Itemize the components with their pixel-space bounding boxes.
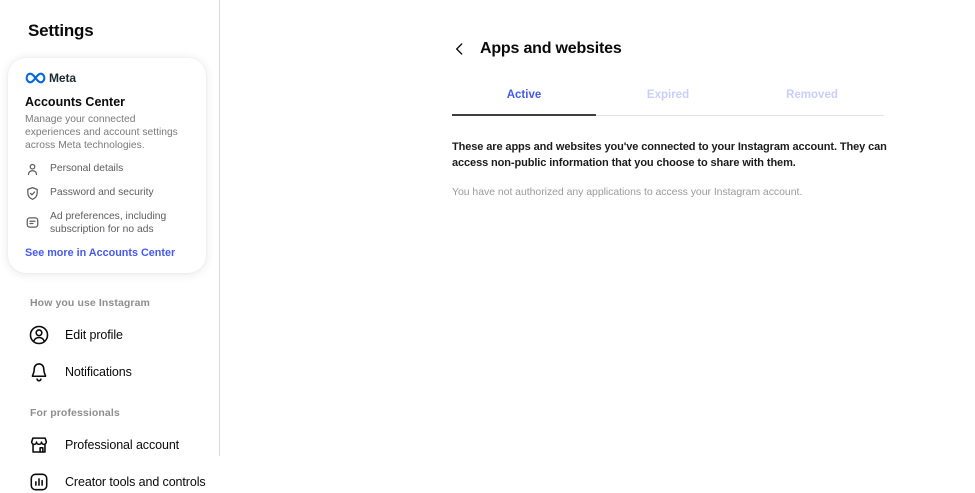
meta-infinity-icon [25, 71, 46, 85]
accounts-center-title: Accounts Center [25, 95, 126, 109]
card-item-label: Password and security [50, 187, 154, 199]
chevron-left-icon[interactable] [452, 40, 467, 58]
sidebar-item-label: Notifications [65, 364, 132, 379]
sidebar-item-creator-tools[interactable] [28, 471, 219, 493]
settings-sidebar [0, 0, 220, 489]
accounts-center-card [8, 58, 206, 273]
card-item-label: Personal details [50, 163, 124, 175]
chart-box-icon [28, 471, 50, 493]
main-header [452, 40, 975, 58]
profile-circle-icon [28, 324, 50, 346]
card-item-password-security[interactable] [25, 186, 189, 201]
bell-icon [28, 361, 50, 383]
sidebar-item-label: Creator tools and controls [65, 474, 206, 489]
sidebar-item-edit-profile[interactable] [28, 324, 219, 346]
person-icon [25, 162, 40, 177]
empty-state-text: You have not authorized any applications to access your Instagram account. [452, 185, 803, 198]
apps-and-websites-panel [220, 0, 975, 456]
tab-removed[interactable]: Removed [740, 89, 884, 116]
sidebar-item-professional-account[interactable] [28, 434, 219, 456]
card-item-label: Ad preferences, including subscription for no ads [50, 210, 167, 235]
apps-description-text: These are apps and websites you've connected to your Instagram account. They can access non-public information that you choose to share with them. [452, 141, 887, 170]
ad-preferences-icon [25, 215, 40, 230]
page-title: Apps and websites [480, 40, 622, 57]
shield-check-icon [25, 186, 40, 201]
meta-brand-label: Meta [49, 71, 76, 85]
card-item-ad-preferences[interactable] [25, 210, 189, 236]
tab-active[interactable]: Active [452, 89, 596, 116]
sidebar-item-label: Edit profile [65, 327, 123, 342]
sidebar-item-notifications[interactable] [28, 361, 219, 383]
storefront-icon [28, 434, 50, 456]
settings-heading: Settings [28, 21, 94, 40]
section-label-how-you-use: How you use Instagram [30, 296, 150, 309]
tab-expired[interactable]: Expired [596, 89, 740, 116]
section-label-for-professionals: For professionals [30, 406, 120, 419]
see-more-accounts-center-link[interactable]: See more in Accounts Center [25, 246, 176, 259]
accounts-center-description: Manage your connected experiences and account settings across Meta technologies. [25, 114, 178, 152]
meta-logo [25, 71, 189, 85]
sidebar-item-label: Professional account [65, 437, 180, 452]
card-item-personal-details[interactable] [25, 162, 189, 177]
tab-bar [452, 89, 884, 116]
